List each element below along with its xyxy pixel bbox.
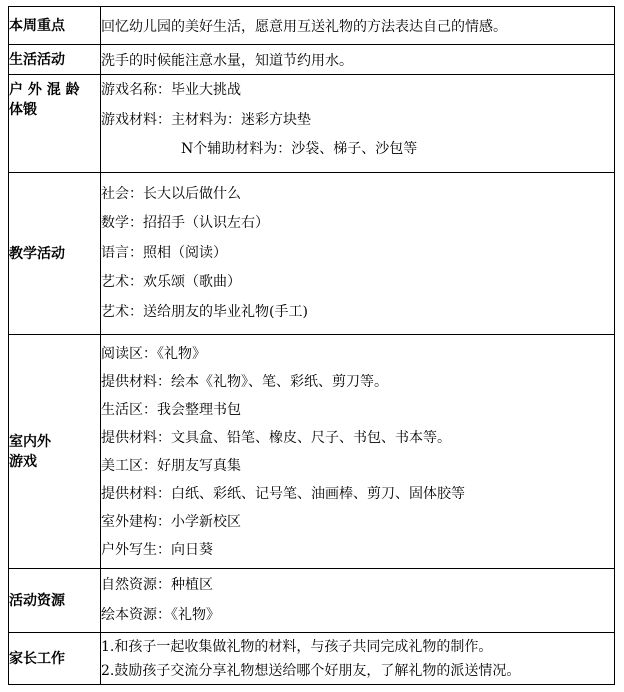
label-text: 教学活动	[9, 245, 65, 262]
row-content	[101, 633, 615, 685]
label-text: 本周重点	[9, 17, 65, 34]
row-content	[101, 335, 615, 569]
row-outdoor-exercise	[9, 75, 615, 173]
row-label	[9, 335, 101, 569]
row-content	[101, 75, 615, 173]
label-text: 室内外	[9, 433, 51, 450]
content-line: 回忆幼儿园的美好生活，愿意用互送礼物的方法表达自己的情感。	[101, 18, 507, 35]
content-line: 提供材料：白纸、彩纸、记号笔、油画棒、剪刀、固体胶等	[101, 485, 465, 502]
content-line: 社会：长大以后做什么	[101, 185, 241, 202]
content-line: 生活区：我会整理书包	[101, 401, 241, 418]
row-label	[9, 173, 101, 335]
label-text: 生活活动	[9, 51, 65, 68]
content-line: 自然资源：种植区	[101, 577, 213, 593]
row-activity-resources	[9, 569, 615, 633]
row-content	[101, 45, 615, 75]
label-text: 活动资源	[9, 592, 65, 609]
label-text: 户 外 混 龄	[9, 82, 80, 98]
content-line: 游戏材料：主材料为：迷彩方块垫	[101, 111, 311, 128]
content-line: 户外写生：向日葵	[101, 541, 213, 558]
content-line: 提供材料：绘本《礼物》、笔、彩纸、剪刀等。	[101, 373, 388, 390]
row-label	[9, 633, 101, 685]
row-label	[9, 569, 101, 633]
content-line: 提供材料：文具盒、铅笔、橡皮、尺子、书包、书本等。	[101, 429, 451, 446]
row-parent-work	[9, 633, 615, 685]
row-daily-life	[9, 45, 615, 75]
content-line: 语言：照相（阅读）	[101, 244, 227, 261]
row-label	[9, 7, 101, 45]
row-teaching-activities	[9, 173, 615, 335]
label-text: 家长工作	[9, 650, 65, 667]
row-content	[101, 173, 615, 335]
row-label	[9, 75, 101, 173]
content-line: 2.鼓励孩子交流分享礼物想送给哪个好朋友，了解礼物的派送情况。	[101, 662, 521, 679]
label-text: 体锻	[9, 102, 37, 118]
row-weekly-focus	[9, 7, 615, 45]
row-content	[101, 7, 615, 45]
row-indoor-outdoor-games	[9, 335, 615, 569]
content-line: 艺术：欢乐颂（歌曲）	[101, 274, 241, 291]
content-line: 阅读区：《礼物》	[101, 345, 206, 362]
content-line: 1.和孩子一起收集做礼物的材料，与孩子共同完成礼物的制作。	[101, 638, 493, 655]
content-line: 数学：招招手（认识左右）	[101, 215, 269, 232]
content-line: 游戏名称：毕业大挑战	[101, 82, 241, 98]
content-line: N个辅助材料为：沙袋、梯子、沙包等	[181, 141, 418, 157]
content-line: 洗手的时候能注意水量，知道节约用水。	[101, 52, 353, 69]
label-text: 游戏	[9, 453, 37, 470]
content-line: 美工区：好朋友写真集	[101, 457, 241, 474]
content-line: 室外建构：小学新校区	[101, 513, 241, 530]
content-line: 绘本资源：《礼物》	[101, 606, 220, 623]
content-line: 艺术：送给朋友的毕业礼物(手工)	[101, 303, 308, 320]
weekly-plan-table	[8, 6, 615, 685]
row-label	[9, 45, 101, 75]
row-content	[101, 569, 615, 633]
